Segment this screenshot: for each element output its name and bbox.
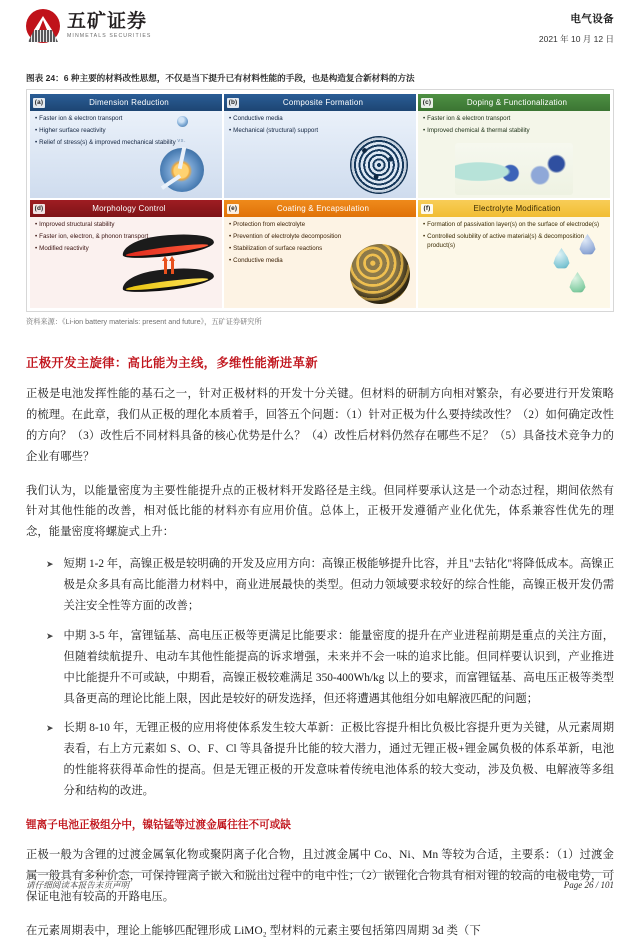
panel-b-title: Composite Formation <box>282 98 364 107</box>
panel-e-bullet-3: Stabilization of surface reactions <box>233 244 323 252</box>
outlook-bullet-list <box>26 554 614 802</box>
figure-panel-grid <box>30 94 610 308</box>
core-shell-particle-icon <box>160 148 204 192</box>
doping-schematic-icon <box>455 143 573 195</box>
figure-panel-e <box>224 200 416 308</box>
arrow-bullet-icon: ➤ <box>46 723 54 734</box>
electrolyte-droplets-icon <box>536 232 600 298</box>
panel-c-title: Doping & Functionalization <box>466 98 568 107</box>
figure-panel-a <box>30 94 222 198</box>
figure-panel-b <box>224 94 416 198</box>
panel-d-tag: (d) <box>34 204 44 212</box>
panel-e-bullet-1: Protection from electrolyte <box>233 221 306 228</box>
panel-f-body <box>418 217 610 308</box>
panel-a-header <box>30 94 222 111</box>
panel-e-bullet-2: Prevention of electrolyte decomposition <box>233 232 342 240</box>
bullet-dot: • <box>229 126 232 134</box>
arrow-bullet-icon: ➤ <box>46 630 54 641</box>
figure-container <box>26 89 614 312</box>
bullet-dot: • <box>423 126 426 134</box>
panel-c-bullet-2: Improved chemical & thermal stability <box>427 126 530 134</box>
panel-f-header <box>418 200 610 217</box>
bullet-dot: • <box>423 221 426 228</box>
bullet-dot: • <box>229 256 232 264</box>
minmetals-logo-icon <box>26 9 60 43</box>
section-heading: 正极开发主旋律：高比能为主线，多维性能渐进革新 <box>26 356 318 370</box>
panel-b-header <box>224 94 416 111</box>
panel-c-body <box>418 111 610 198</box>
panel-f-bullet-2: Controlled solubility of active material(s) & decomposition product(s) <box>427 232 584 249</box>
brand-logo <box>26 9 151 43</box>
figure-panel-f <box>418 200 610 308</box>
panel-d-bullet-2: Faster ion, electron, & phonon transport <box>39 232 149 240</box>
small-particle-icon <box>177 116 188 127</box>
panel-c-header <box>418 94 610 111</box>
paragraph-3: 正极一般为含锂的过渡金属氧化物或聚阴离子化合物，且过渡金属中 Co、Ni、Mn 等较为合适，主要系：（1）过渡金属一般具有多种价态，可保持锂离子嵌入和脱出过程中的电中性；（2）嵌锂化合物具有相对锂的较高的电极电势，可保证电池有较高的开路电压。 <box>26 849 614 903</box>
transport-arrows-icon <box>162 258 176 274</box>
figure-caption: 图表 24：6 种主要的材料改性思想，不仅是当下提升已有材料性能的手段，也是构造复合新材料的方法 <box>26 73 415 83</box>
list-item <box>26 626 614 710</box>
bullet-dot: • <box>229 232 232 240</box>
panel-d-bullet-1: Improved structural stability <box>39 221 115 228</box>
bullet-dot: • <box>35 115 38 122</box>
bullet-dot: • <box>423 232 426 240</box>
panel-e-tag: (e) <box>228 204 238 212</box>
bullet-dot: • <box>35 221 38 228</box>
panel-e-title: Coating & Encapsulation <box>276 204 370 213</box>
page-footer <box>26 872 614 891</box>
panel-c-bullet-1: Faster ion & electron transport <box>427 115 511 122</box>
panel-a-tag: (a) <box>34 98 44 106</box>
bullet-dot: • <box>423 115 426 122</box>
list-item <box>26 718 614 802</box>
paragraph-1: 正极是电池发挥性能的基石之一，针对正极材料的开发十分关键。但材料的研制方向相对繁杂，有必要进行开发策略的梳理。在此章，我们从正极的理化本质着手，回答五个问题：（1）针对正极为什么要持续改性？（2）如何确定改性的方向？（3）改性后不同材料具备的核心优势是什么？（4）改性后材料仍然存在哪些不足？（5）具备技术竞争力的企业有哪些？ <box>26 388 614 463</box>
header-meta <box>539 9 614 45</box>
panel-d-bullet-3: Modified reactivity <box>39 244 89 252</box>
panel-d-header <box>30 200 222 217</box>
panel-b-bullet-1: Conductive media <box>233 115 283 122</box>
bullet-long-term: 长期 8-10 年，无锂正极的应用将使体系发生较大革新：正极比容提升相比负极比容提升更为关键，从元素周期表看，右上方元素如 S、O、F、Cl 等具备提升比能的较大潜力，通过无锂正极+锂金属负极的体系革新，电池的性能将获得革命性的提高。但是无锂正极的开发意味着传统电池体系的较大变动，涉及负极、电解液等多组分和结构的改进。 <box>63 722 614 798</box>
bullet-dot: • <box>229 221 232 228</box>
brand-name-en: MINMETALS SECURITIES <box>67 33 152 40</box>
bullet-dot: • <box>35 138 38 146</box>
bullet-mid-term: 中期 3-5 年，富锂锰基、高电压正极等更满足比能要求：能量密度的提升在产业进程前期是重点的关注方面，但随着续航提升、电动车其他性能提高的诉求增强，未来并不会一味的追求比能。但同样要认识到，产业推进中比能提升不可或缺，中期看，高镍正极较难满足 350-400Wh/kg 以上的要求，而富锂锰基、高电压正极等类型具备更高的理论比能上限，因此是较好的研发选择，但还将遭遇其他组分如电解液匹配的问题； <box>63 629 614 705</box>
panel-f-title: Electrolyte Modification <box>473 204 561 213</box>
panel-e-header <box>224 200 416 217</box>
figure-source: 资料来源：《Li-ion battery materials: present and future》，五矿证券研究所 <box>26 317 262 326</box>
panel-a-bullet-1: Faster ion & electron transport <box>39 115 123 122</box>
panel-b-bullet-2: Mechanical (structural) support <box>233 126 319 134</box>
panel-b-body <box>224 111 416 198</box>
sub-heading: 锂离子电池正极组分中，镍钴锰等过渡金属往往不可或缺 <box>26 819 291 832</box>
panel-a-vs-label: vs. <box>177 138 186 144</box>
bullet-dot: • <box>229 115 232 122</box>
bullet-dot: • <box>229 244 232 252</box>
panel-a-body <box>30 111 222 198</box>
panel-a-title: Dimension Reduction <box>89 98 169 107</box>
panel-d-body <box>30 217 222 308</box>
panel-f-tag: (f) <box>421 204 433 214</box>
report-date: 2021 年 10 月 12 日 <box>538 34 614 44</box>
bullet-short-term: 短期 1-2 年，高镍正极是较明确的开发及应用方向：高镍正极能够提升比容，并且"去钴化"将降低成本。高镍正极是众多具有高比能潜力材料中，商业进展最快的类型。但动力领域要求较好的综合性能，高镍正极开发仍需关注安全性等方面的改善； <box>63 558 614 613</box>
bullet-dot: • <box>35 244 38 252</box>
panel-f-bullet-1: Formation of passivation layer(s) on the surface of electrode(s) <box>427 221 600 228</box>
figure-panel-d <box>30 200 222 308</box>
figure-panel-c <box>418 94 610 198</box>
panel-c-tag: (c) <box>422 98 432 106</box>
brand-name-cn: 五矿证券 <box>67 11 148 33</box>
page-header <box>26 0 614 55</box>
panel-e-bullet-4: Conductive media <box>233 256 283 264</box>
report-category: 电气设备 <box>570 13 614 25</box>
arrow-bullet-icon: ➤ <box>46 559 54 570</box>
paragraph-2: 我们认为，以能量密度为主要性能提升点的正极材料开发路径是主线。但同样要承认这是一个动态过程，期间依然有针对其他性能的改善，相对低比能的材料亦有应用价值。总体上，正极开发遵循产业化优先，体系兼容性优先的理念，能量密度将螺旋式上升： <box>26 484 614 539</box>
panel-d-title: Morphology Control <box>92 204 166 213</box>
panel-b-tag: (b) <box>228 98 238 106</box>
bullet-dot: • <box>35 126 38 134</box>
list-item <box>26 554 614 617</box>
page-number: Page 26 / 101 <box>563 880 614 890</box>
footer-disclaimer: 请仔细阅读本报告末页声明 <box>26 880 130 890</box>
layered-sheets-icon <box>120 225 216 301</box>
panel-a-bullet-2: Higher surface reactivity <box>39 126 106 134</box>
panel-e-body <box>224 217 416 308</box>
coated-particle-icon <box>350 244 410 304</box>
composite-cluster-icon <box>350 136 408 194</box>
paragraph-4: 在元素周期表中，理论上能够匹配锂形成 LiMO₂ 型材料的元素主要包括第四周期 3d 类（下 <box>26 924 481 937</box>
bullet-dot: • <box>35 232 38 240</box>
panel-a-bullet-3: Relief of stress(s) & improved mechanical stability <box>39 138 176 146</box>
